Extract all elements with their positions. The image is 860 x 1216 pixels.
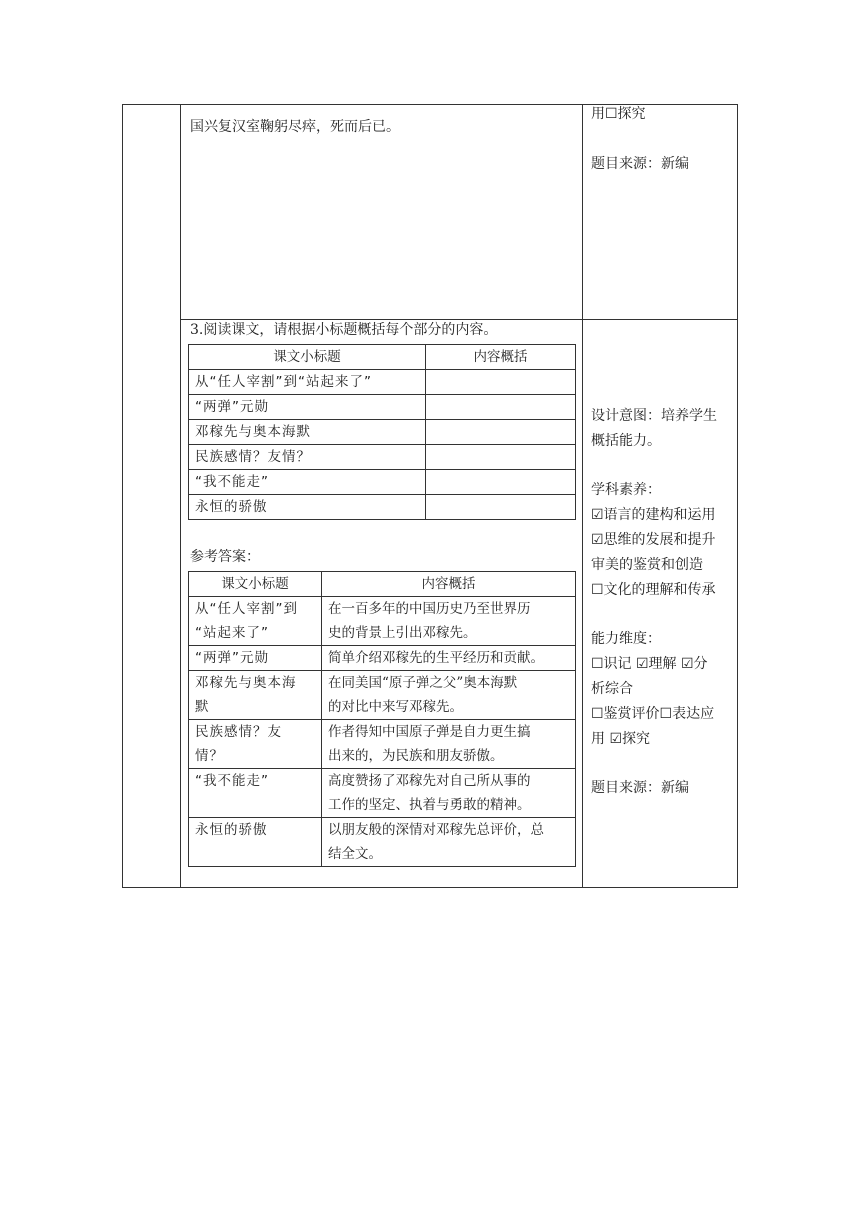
outer-border-right <box>737 104 738 888</box>
table1-row-title: 永恒的骄傲 <box>189 495 426 520</box>
table1-row-summary-cell[interactable] <box>426 395 576 420</box>
col-divider-2 <box>582 104 583 888</box>
table1-row-summary-cell[interactable] <box>426 445 576 470</box>
design-intent-line-2: 概括能力。 <box>591 433 661 449</box>
outer-border-left <box>122 104 123 888</box>
literacy-label: 学科素养： <box>591 482 661 498</box>
table1-row-title: 民族感情？友情？ <box>189 445 426 470</box>
table2-row-summary: 高度赞扬了邓稼先对自己所从事的 工作的坚定、执着与勇敢的精神。 <box>322 769 576 818</box>
literacy-item: ☑思维的发展和提升 <box>591 532 716 548</box>
table1-row-title: “我不能走” <box>189 470 426 495</box>
design-intent-line-1: 设计意图：培养学生 <box>591 408 717 424</box>
literacy-item: ☑语言的建构和运用 <box>591 507 716 523</box>
table2-row-summary: 作者得知中国原子弹是自力更生搞 出来的，为民族和朋友骄傲。 <box>322 720 576 769</box>
outer-border-top <box>122 104 738 105</box>
table2-row-summary: 在同美国“原子弹之父”奥本海默 的对比中来写邓稼先。 <box>322 671 576 720</box>
row2-source: 题目来源：新编 <box>591 780 689 796</box>
table1-row-summary-cell[interactable] <box>426 370 576 395</box>
answer-table <box>188 571 576 867</box>
subtitle-table <box>188 344 576 520</box>
row1-content-text: 国兴复汉室鞠躬尽瘁，死而后已。 <box>190 119 400 135</box>
table1-row-title: 从“任人宰割”到“站起来了” <box>189 370 426 395</box>
table2-row-title: “我不能走” <box>189 769 322 818</box>
table2-header-summary: 内容概括 <box>322 572 576 597</box>
literacy-item: ☐文化的理解和传承 <box>591 582 716 598</box>
table2-header-title: 课文小标题 <box>189 572 322 597</box>
question-text: 3.阅读课文，请根据小标题概括每个部分的内容。 <box>190 322 498 338</box>
ability-line: 用 ☑探究 <box>591 731 651 747</box>
table2-row-title: 邓稼先与奥本海 默 <box>189 671 322 720</box>
table2-row-title: 永恒的骄傲 <box>189 818 322 867</box>
table1-header-summary: 内容概括 <box>426 345 576 370</box>
literacy-item: 审美的鉴赏和创造 <box>591 557 703 573</box>
table2-row-title: “两弹”元勋 <box>189 646 322 671</box>
col-divider-1 <box>180 104 181 888</box>
table1-row-summary-cell[interactable] <box>426 470 576 495</box>
ability-label: 能力维度： <box>591 631 661 647</box>
table1-header-title: 课文小标题 <box>189 345 426 370</box>
ability-line: ☐鉴赏评价☐表达应 <box>591 706 715 722</box>
ability-line: ☐识记 ☑理解 ☑分 <box>591 656 708 672</box>
outer-border-bottom <box>122 887 738 888</box>
table2-row-summary: 简单介绍邓稼先的生平经历和贡献。 <box>322 646 576 671</box>
table1-row-summary-cell[interactable] <box>426 495 576 520</box>
table1-row-title: 邓稼先与奥本海默 <box>189 420 426 445</box>
table2-row-title: 从“任人宰割”到 “站起来了” <box>189 597 322 646</box>
table2-row-summary: 以朋友般的深情对邓稼先总评价，总 结全文。 <box>322 818 576 867</box>
table2-row-summary: 在一百多年的中国历史乃至世界历 史的背景上引出邓稼先。 <box>322 597 576 646</box>
answer-label: 参考答案： <box>190 549 260 565</box>
row1-right-line-1: 用☐探究 <box>591 106 646 122</box>
ability-line: 析综合 <box>591 681 633 697</box>
row1-source: 题目来源：新编 <box>591 156 689 172</box>
table1-row-summary-cell[interactable] <box>426 420 576 445</box>
table2-row-title: 民族感情？友 情？ <box>189 720 322 769</box>
table1-row-title: “两弹”元勋 <box>189 395 426 420</box>
